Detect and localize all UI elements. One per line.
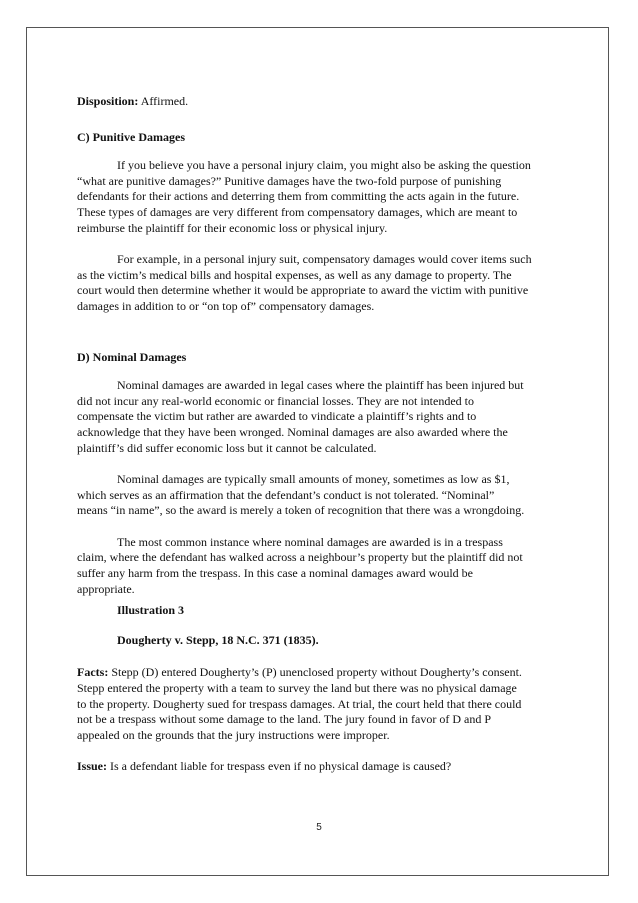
paragraph-line: court would then determine whether it would be appropriate to award the victim with punitive	[77, 283, 529, 298]
paragraph	[77, 472, 567, 519]
facts-line	[77, 665, 567, 681]
paragraph-line: not be a trespass without some damage to the land. The jury found in favor of D and P	[77, 712, 492, 727]
paragraph-line: plaintiff’s did suffer economic loss but it cannot be calculated.	[77, 440, 377, 455]
issue-label: Issue:	[77, 759, 108, 774]
paragraph-line: suffer any harm from the trespass. In this case a nominal damages award would be	[77, 566, 473, 581]
paragraph-line: did not incur any real-world economic or financial losses. They are not intended to	[77, 393, 474, 408]
paragraph-line: damages in addition to or “on top of” compensatory damages.	[77, 298, 375, 313]
paragraph-line: as the victim’s medical bills and hospital expenses, as well as any damage to property. The	[77, 267, 512, 282]
page-number: 5	[316, 822, 322, 833]
disposition-label: Disposition:	[77, 94, 139, 108]
issue-line	[77, 759, 567, 775]
paragraph	[77, 535, 567, 597]
section-heading-punitive: C) Punitive Damages	[77, 129, 185, 144]
document-body	[77, 94, 567, 775]
paragraph-line: “what are punitive damages?” Punitive damages have the two-fold purpose of punishing	[77, 173, 502, 188]
paragraph-line: For example, in a personal injury suit, compensatory damages would cover items such	[117, 252, 532, 267]
facts-label: Facts:	[77, 665, 109, 680]
paragraph	[77, 378, 567, 456]
paragraph-line: Stepp entered the property with a team to survey the land but there was no physical damage	[77, 681, 517, 696]
paragraph-line: The most common instance where nominal damages are awarded is in a trespass	[117, 534, 503, 549]
paragraph-line: appropriate.	[77, 581, 135, 596]
illustration-title: Illustration 3	[117, 603, 185, 618]
paragraph-line: which serves as an affirmation that the defendant’s conduct is not tolerated. “Nominal”	[77, 487, 495, 502]
paragraph-line: Nominal damages are awarded in legal cases where the plaintiff has been injured but	[117, 378, 524, 393]
disposition-line	[77, 94, 567, 110]
case-citation: Dougherty v. Stepp, 18 N.C. 371 (1835).	[117, 632, 319, 647]
facts-paragraph	[77, 665, 567, 743]
paragraph-line: appealed on the grounds that the jury instructions were improper.	[77, 727, 390, 742]
paragraph-line: means “in name”, so the award is merely a token of recognition that there was a wrongdoing.	[77, 503, 525, 518]
paragraph-line: claim, where the defendant has walked across a neighbour’s property but the plaintiff did not	[77, 550, 523, 565]
paragraph-line: acknowledge that they have been wronged. Nominal damages are also awarded where the	[77, 424, 508, 439]
section-heading-nominal: D) Nominal Damages	[77, 349, 187, 364]
paragraph-line: compensate the victim but rather are awarded to vindicate a plaintiff’s rights and to	[77, 409, 477, 424]
paragraph-line: Nominal damages are typically small amounts of money, sometimes as low as $1,	[117, 472, 510, 487]
paragraph-line: defendants for their actions and deterring them from committing the acts again in the future.	[77, 189, 520, 204]
paragraph	[77, 252, 567, 314]
paragraph	[77, 158, 567, 236]
paragraph-line: to the property. Dougherty sued for trespass damages. At trial, the court held that there could	[77, 696, 522, 711]
facts-text: Stepp (D) entered Dougherty’s (P) unenclosed property without Dougherty’s consent.	[108, 665, 522, 680]
paragraph-line: reimburse the plaintiff for their economic loss or physical injury.	[77, 220, 388, 235]
paragraph-line: These types of damages are very different from compensatory damages, which are meant to	[77, 204, 518, 219]
disposition-value: Affirmed.	[138, 94, 189, 108]
issue-text: Is a defendant liable for trespass even if no physical damage is caused?	[107, 759, 452, 774]
paragraph-line: If you believe you have a personal injury claim, you might also be asking the question	[117, 158, 531, 173]
